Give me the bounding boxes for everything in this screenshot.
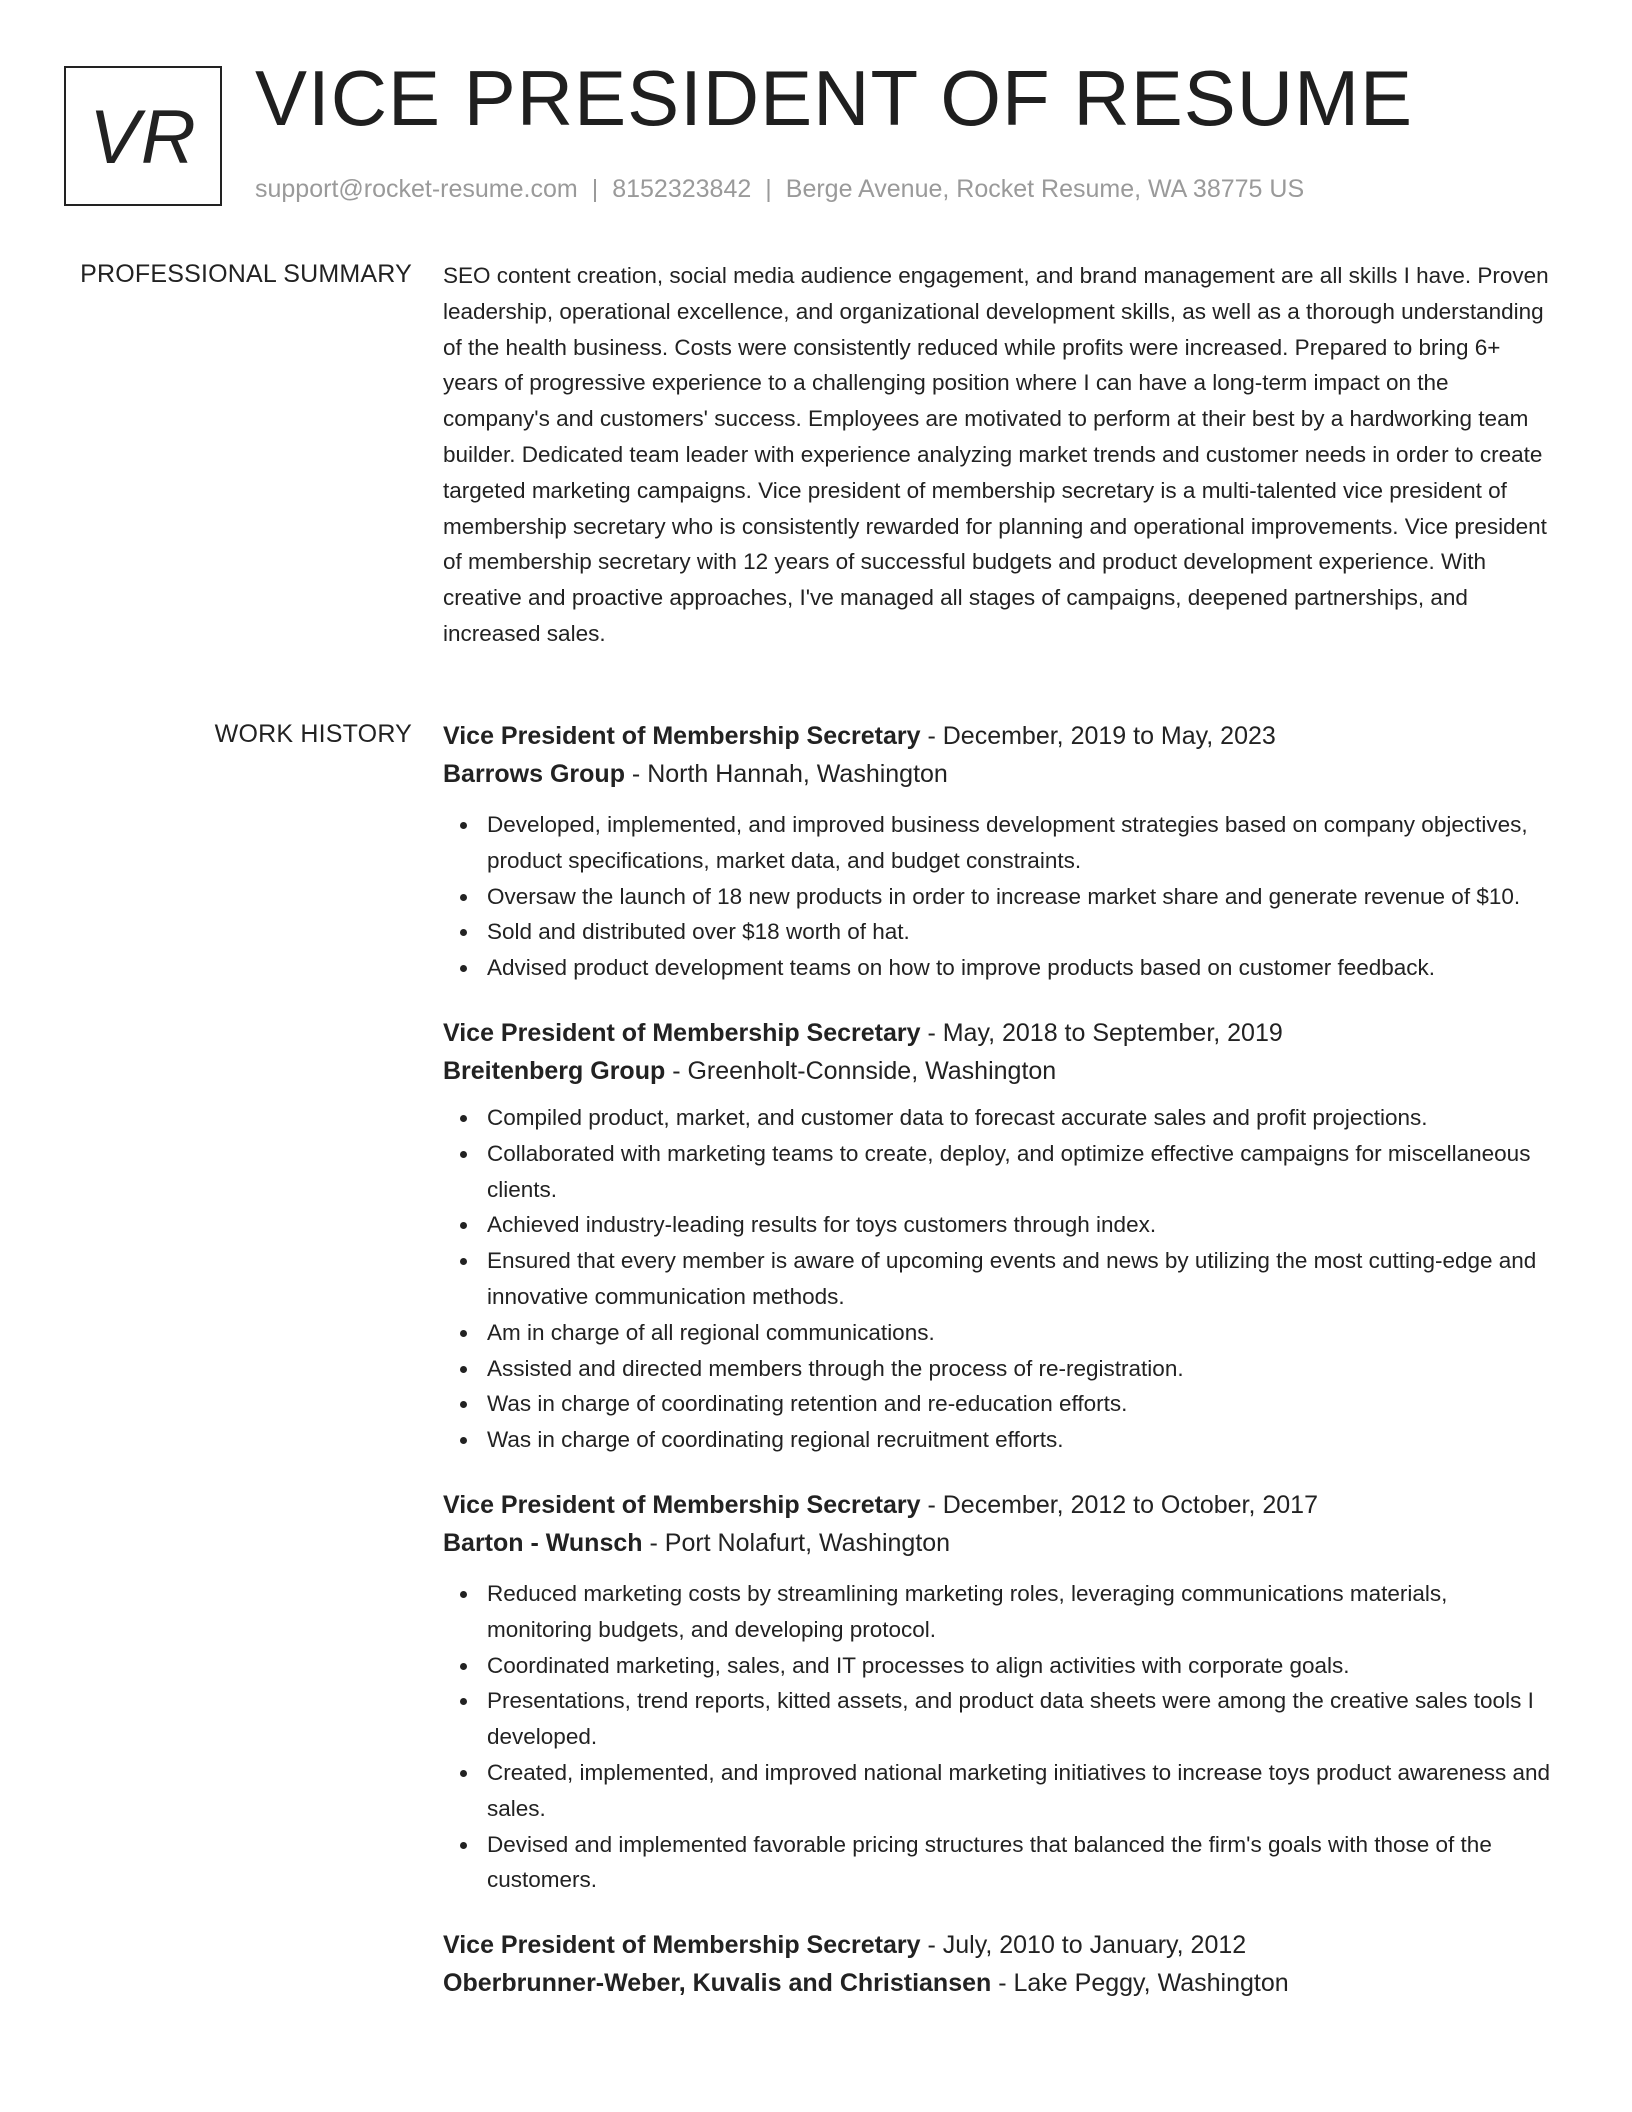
job-entry	[443, 1926, 1555, 2002]
job-bullet-text: Oversaw the launch of 18 new products in order to increase market share and generate revenue of $10.	[487, 883, 1521, 909]
job-location: - North Hannah, Washington	[624, 760, 948, 788]
job-bullet-text: Was in charge of coordinating regional recruitment efforts.	[487, 1427, 1064, 1453]
job-bullet-text: Collaborated with marketing teams to create, deploy, and optimize effective campaigns for miscellaneous clients.	[487, 1140, 1531, 1202]
job-bullet	[443, 1755, 1555, 1827]
bullet-dot-icon	[460, 1591, 467, 1598]
job-company: Barrows Group	[443, 760, 625, 788]
job-bullet	[443, 1422, 1555, 1458]
job-dates: - July, 2010 to January, 2012	[920, 1931, 1247, 1960]
bullet-dot-icon	[460, 1222, 467, 1229]
job-bullet	[443, 1136, 1555, 1208]
work-history-body	[443, 717, 1555, 2024]
section-label-professional-summary: PROFESSIONAL SUMMARY	[80, 260, 412, 288]
monogram-badge	[64, 66, 222, 206]
job-bullet	[443, 1386, 1555, 1422]
job-company: Breitenberg Group	[443, 1056, 666, 1085]
job-dates: - December, 2012 to October, 2017	[920, 1490, 1318, 1519]
job-bullet-text: Am in charge of all regional communications.	[487, 1319, 935, 1345]
bullet-dot-icon	[460, 1663, 467, 1670]
job-bullet	[443, 1243, 1555, 1315]
job-bullet-text: Compiled product, market, and customer data to forecast accurate sales and profit projections.	[487, 1104, 1428, 1130]
bullet-dot-icon	[460, 1330, 467, 1337]
bullet-dot-icon	[460, 1401, 467, 1408]
bullet-dot-icon	[460, 929, 467, 936]
job-bullet	[443, 1207, 1555, 1243]
bullet-dot-icon	[460, 1258, 467, 1265]
contact-separator: |	[765, 175, 772, 203]
contact-email[interactable]: support@rocket-resume.com	[255, 175, 578, 203]
job-bullet	[443, 950, 1555, 986]
job-bullet	[443, 1648, 1555, 1684]
contact-line	[255, 174, 1304, 204]
job-dates: - December, 2019 to May, 2023	[920, 722, 1276, 750]
job-entry	[443, 1486, 1555, 1898]
section-label-work-history: WORK HISTORY	[214, 720, 412, 748]
job-bullet	[443, 1315, 1555, 1351]
bullet-dot-icon	[460, 894, 467, 901]
job-company: Barton - Wunsch	[443, 1528, 643, 1557]
job-title-line	[443, 1486, 1555, 1524]
job-bullet-text: Assisted and directed members through the process of re-registration.	[487, 1355, 1184, 1381]
job-bullet	[443, 1100, 1555, 1136]
bullet-dot-icon	[460, 1770, 467, 1777]
job-bullet-text: Coordinated marketing, sales, and IT processes to align activities with corporate goals.	[487, 1652, 1350, 1678]
contact-separator: |	[591, 175, 599, 203]
job-bullet-list	[443, 807, 1555, 986]
contact-address: Berge Avenue, Rocket Resume, WA 38775 US	[785, 175, 1305, 203]
job-location: - Greenholt-Connside, Washington	[665, 1056, 1057, 1085]
job-bullet	[443, 1827, 1555, 1899]
job-bullet-text: Reduced marketing costs by streamlining marketing roles, leveraging communications materials, monitoring budgets, and developing protocol.	[487, 1580, 1448, 1642]
job-bullet	[443, 914, 1555, 950]
job-bullet	[443, 807, 1555, 879]
bullet-dot-icon	[460, 1366, 467, 1373]
summary-text: SEO content creation, social media audience engagement, and brand management are all skills I have. Proven leadership, operational excellence, and organizational development skills, as well as a thorough understanding of the health business. Costs were consistently reduced while profits were increased. Prepared to bring 6+ years of progressive experience to a challenging position where I can have a long-term impact on the company's and customers' success. Employees are motivated to perform at their best by a hardworking team builder. Dedicated team leader with experience analyzing market trends and customer needs in order to create targeted marketing campaigns. Vice president of membership secretary is a multi-talented vice president of membership secretary who is consistently rewarded for planning and operational improvements. Vice president of membership secretary with 12 years of successful budgets and product development experience. With creative and proactive approaches, I've managed all stages of campaigns, deepened partnerships, and increased sales.	[443, 263, 1549, 646]
job-bullet-text: Created, implemented, and improved national marketing initiatives to increase toys product awareness and sales.	[487, 1759, 1551, 1821]
job-bullet-text: Presentations, trend reports, kitted assets, and product data sheets were among the creative sales tools I developed.	[487, 1688, 1534, 1750]
bullet-dot-icon	[460, 1115, 467, 1122]
job-title-line	[443, 1014, 1555, 1052]
job-dates: - May, 2018 to September, 2019	[920, 1018, 1283, 1047]
job-location: - Port Nolafurt, Washington	[642, 1528, 951, 1557]
job-title: Vice President of Membership Secretary	[443, 1931, 921, 1960]
summary-body	[443, 258, 1555, 652]
bullet-dot-icon	[460, 965, 467, 972]
job-title: Vice President of Membership Secretary	[443, 1490, 921, 1519]
job-company-line	[443, 1964, 1555, 2002]
job-bullet	[443, 1351, 1555, 1387]
bullet-dot-icon	[460, 1437, 467, 1444]
job-company-line	[443, 1052, 1555, 1090]
job-bullet	[443, 1683, 1555, 1755]
job-bullet-text: Advised product development teams on how to improve products based on customer feedback.	[487, 955, 1436, 981]
monogram-initials: VR	[89, 95, 197, 180]
job-bullet-text: Achieved industry-leading results for toys customers through index.	[487, 1212, 1157, 1238]
job-title-line	[443, 1926, 1555, 1964]
job-company-line	[443, 1524, 1555, 1562]
job-title-line	[443, 717, 1555, 755]
job-title: Vice President of Membership Secretary	[443, 1018, 921, 1047]
job-bullet-text: Was in charge of coordinating retention and re-education efforts.	[487, 1391, 1128, 1417]
job-bullet-text: Sold and distributed over $18 worth of hat.	[487, 919, 910, 945]
job-bullet-text: Ensured that every member is aware of upcoming events and news by utilizing the most cutting-edge and innovative communication methods.	[487, 1248, 1537, 1309]
bullet-dot-icon	[460, 1698, 467, 1705]
contact-phone[interactable]: 8152323842	[612, 175, 752, 203]
job-bullet-text: Developed, implemented, and improved business development strategies based on company objectives, product specifications, market data, and budget constraints.	[487, 812, 1528, 873]
job-location: - Lake Peggy, Washington	[991, 1969, 1289, 1998]
job-bullet-text: Devised and implemented favorable pricing structures that balanced the firm's goals with those of the customers.	[487, 1831, 1492, 1893]
bullet-dot-icon	[460, 822, 467, 829]
resume-name-title: VICE PRESIDENT OF RESUME	[255, 54, 1414, 142]
bullet-dot-icon	[460, 1151, 467, 1158]
bullet-dot-icon	[460, 1842, 467, 1849]
job-bullet	[443, 1576, 1555, 1648]
job-entry	[443, 1014, 1555, 1458]
job-bullet	[443, 879, 1555, 915]
job-entry	[443, 717, 1555, 986]
job-title: Vice President of Membership Secretary	[443, 722, 921, 750]
job-bullet-list	[443, 1576, 1555, 1898]
job-bullet-list	[443, 1100, 1555, 1458]
job-company: Oberbrunner-Weber, Kuvalis and Christiansen	[443, 1969, 992, 1998]
job-company-line	[443, 755, 1555, 793]
